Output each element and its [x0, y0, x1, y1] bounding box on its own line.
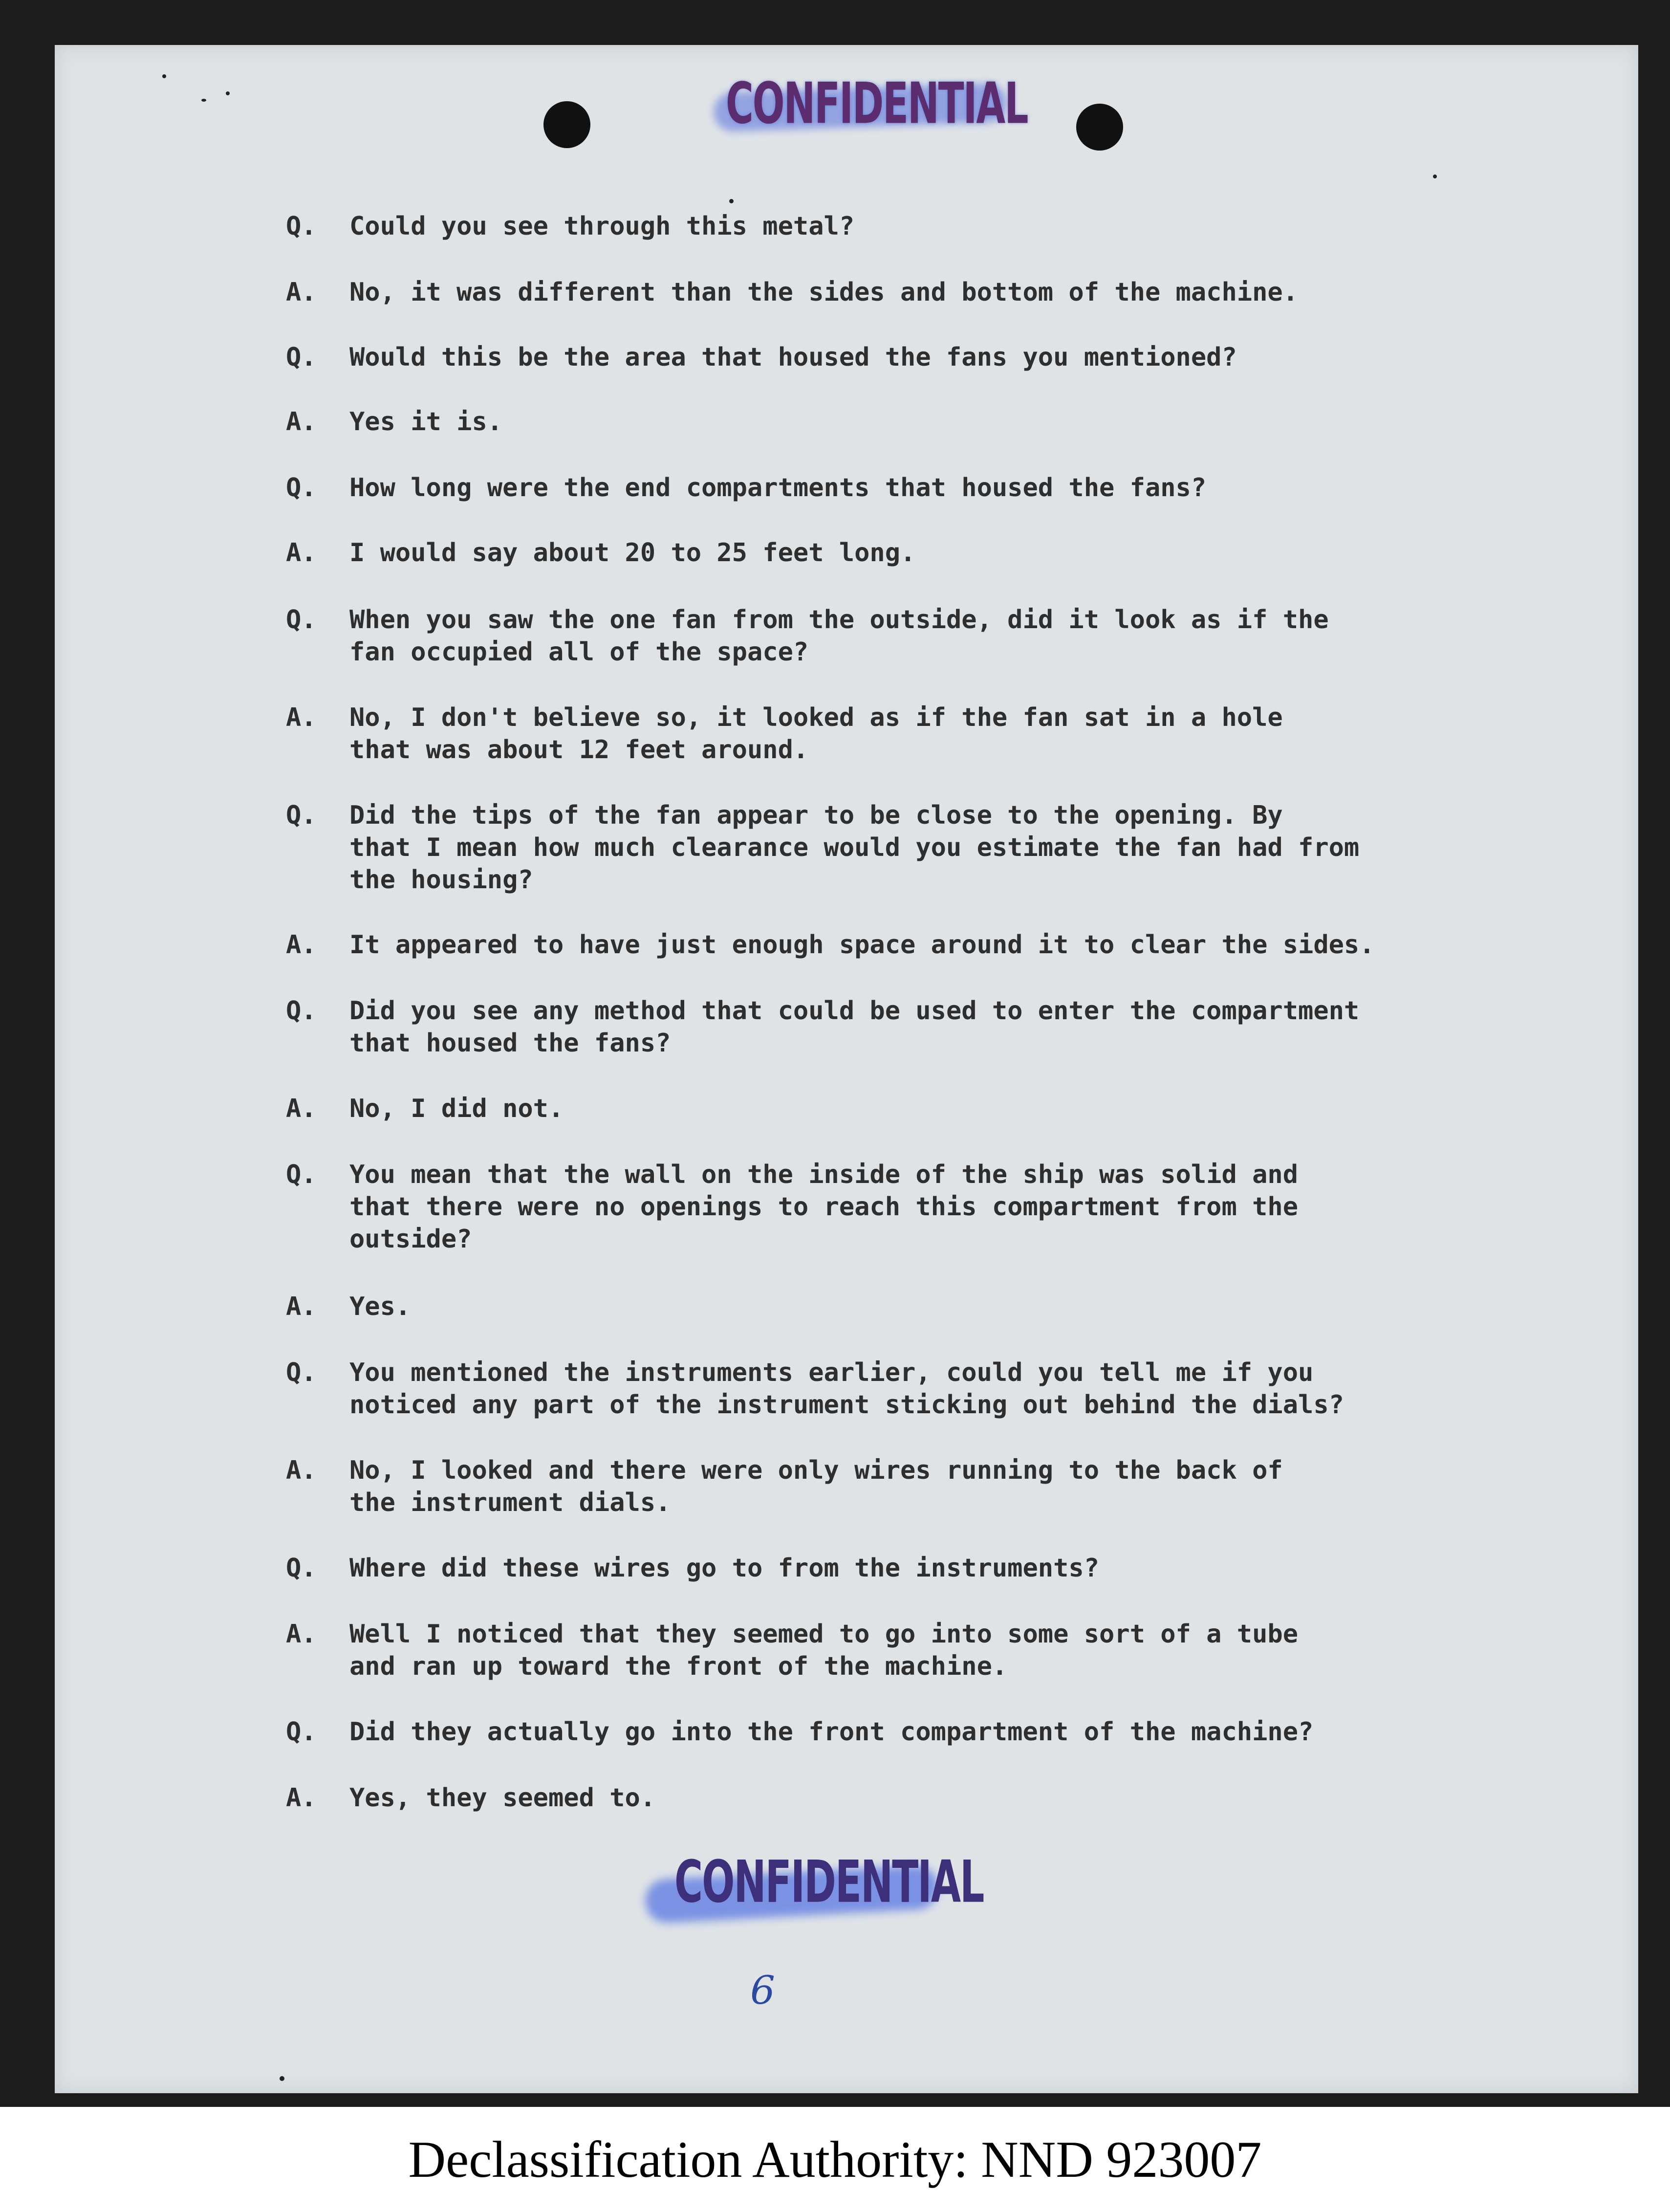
- handwritten-page-number: 6: [750, 1968, 775, 2013]
- entry-text: Did the tips of the fan appear to be close to the opening. By that I mean how much clearance would you estimate the fan had from the housing?: [349, 801, 1360, 895]
- entry-label: A.: [286, 1094, 317, 1123]
- entry-label: A.: [286, 930, 317, 960]
- entry-label: A.: [286, 407, 317, 437]
- entry-label: Q.: [286, 801, 317, 830]
- paper-speck: [201, 99, 206, 102]
- transcript-entry: [286, 276, 1459, 308]
- paper-speck: [280, 2076, 284, 2081]
- transcript-entry: [286, 701, 1459, 766]
- entry-text: No, it was different than the sides and bottom of the machine.: [349, 278, 1299, 307]
- transcript-entry: [286, 1357, 1459, 1421]
- transcript-entry: [286, 1159, 1459, 1255]
- transcript-entry: [286, 1782, 1459, 1814]
- entry-text: No, I did not.: [349, 1094, 564, 1123]
- transcript-entry: [286, 1618, 1459, 1683]
- entry-label: Q.: [286, 1554, 317, 1583]
- transcript-entry: [286, 537, 1459, 569]
- entry-text: It appeared to have just enough space around it to clear the sides.: [349, 930, 1375, 960]
- entry-label: Q.: [286, 605, 317, 635]
- transcript-entry: [286, 1291, 1459, 1323]
- transcript-entry: [286, 929, 1459, 961]
- punch-hole-right: [1076, 104, 1123, 151]
- entry-text: How long were the end compartments that housed the fans?: [349, 473, 1207, 503]
- entry-label: A.: [286, 1620, 317, 1649]
- punch-hole-left: [543, 101, 590, 148]
- entry-text: You mentioned the instruments earlier, could you tell me if you noticed any part of the instrument sticking out behind the dials?: [349, 1358, 1344, 1420]
- entry-text: No, I don't believe so, it looked as if the fan sat in a hole that was about 12 feet around.: [349, 703, 1283, 765]
- transcript-entry: [286, 210, 1459, 242]
- transcript-entry: [286, 1454, 1459, 1519]
- entry-label: Q.: [286, 1717, 317, 1747]
- entry-label: Q.: [286, 996, 317, 1026]
- transcript-entry: [286, 1552, 1459, 1584]
- entry-text: Yes, they seemed to.: [349, 1783, 656, 1813]
- entry-text: You mean that the wall on the inside of the ship was solid and that there were no openings to reach this compartment from the outside?: [349, 1160, 1299, 1254]
- entry-label: Q.: [286, 1160, 317, 1189]
- entry-text: No, I looked and there were only wires running to the back of the instrument dials.: [349, 1456, 1283, 1517]
- entry-text: Could you see through this metal?: [349, 212, 855, 241]
- paper-speck: [1433, 175, 1437, 178]
- transcript-entry: [286, 406, 1459, 438]
- entry-text: Where did these wires go to from the instruments?: [349, 1554, 1100, 1583]
- confidential-stamp-top: CONFIDENTIAL: [726, 71, 1028, 137]
- entry-text: Yes it is.: [349, 407, 503, 437]
- entry-text: Did they actually go into the front compartment of the machine?: [349, 1717, 1314, 1747]
- transcript-entry: [286, 472, 1459, 504]
- entry-label: Q.: [286, 343, 317, 372]
- transcript-entry: [286, 341, 1459, 373]
- paper-speck: [162, 74, 166, 78]
- paper-speck: [729, 199, 734, 203]
- transcript-entry: [286, 604, 1459, 668]
- entry-text: I would say about 20 to 25 feet long.: [349, 538, 916, 568]
- footer-bar: [0, 2107, 1670, 2212]
- entry-label: A.: [286, 278, 317, 307]
- entry-label: A.: [286, 1292, 317, 1321]
- entry-text: Yes.: [349, 1292, 411, 1321]
- entry-label: Q.: [286, 212, 317, 241]
- confidential-stamp-bottom: CONFIDENTIAL: [674, 1848, 984, 1916]
- paper-speck: [226, 91, 230, 95]
- entry-label: A.: [286, 1783, 317, 1813]
- transcript-entry: [286, 1716, 1459, 1748]
- transcript-entry: [286, 995, 1459, 1059]
- transcript-entry: [286, 799, 1459, 896]
- entry-label: A.: [286, 703, 317, 732]
- entry-text: Did you see any method that could be used to enter the compartment that housed the fans?: [349, 996, 1360, 1058]
- entry-text: When you saw the one fan from the outside, did it look as if the fan occupied all of the space?: [349, 605, 1329, 667]
- declassification-authority: Declassification Authority: NND 923007: [408, 2130, 1262, 2188]
- entry-label: A.: [286, 538, 317, 568]
- entry-text: Would this be the area that housed the fans you mentioned?: [349, 343, 1237, 372]
- entry-label: Q.: [286, 473, 317, 503]
- entry-label: Q.: [286, 1358, 317, 1387]
- entry-label: A.: [286, 1456, 317, 1485]
- entry-text: Well I noticed that they seemed to go into some sort of a tube and ran up toward the front of the machine.: [349, 1620, 1299, 1681]
- transcript-entry: [286, 1093, 1459, 1125]
